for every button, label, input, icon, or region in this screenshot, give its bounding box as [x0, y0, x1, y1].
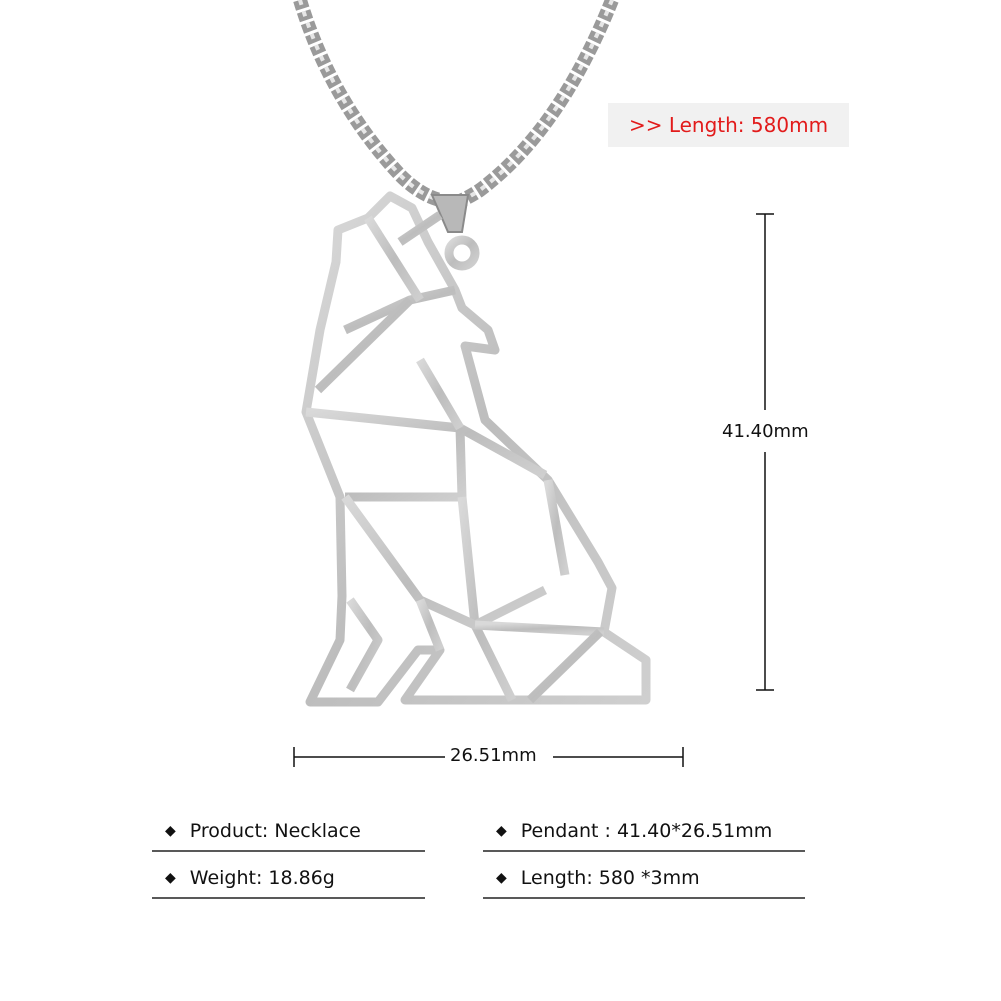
wolf-pendant: [306, 196, 646, 702]
spec-label: Length: 580 *3mm: [520, 867, 700, 889]
height-dimension-line: [756, 214, 774, 690]
diamond-bullet-icon: ◆: [496, 823, 507, 839]
spec-weight: [165, 867, 335, 889]
spec-label: Pendant : 41.40*26.51mm: [520, 820, 773, 842]
diamond-bullet-icon: ◆: [165, 823, 176, 839]
height-dimension-label: 41.40mm: [722, 421, 809, 442]
spec-length: [496, 867, 700, 889]
diamond-bullet-icon: ◆: [496, 870, 507, 886]
length-badge: [608, 103, 849, 147]
width-dimension-label: 26.51mm: [450, 745, 537, 766]
diamond-bullet-icon: ◆: [165, 870, 176, 886]
spec-label: Product: Necklace: [189, 820, 361, 842]
length-badge-text: >> Length: 580mm: [628, 113, 829, 137]
spec-product: [165, 820, 361, 842]
spec-label: Weight: 18.86g: [189, 867, 335, 889]
box-chain: [300, 0, 612, 205]
spec-pendant: [496, 820, 772, 842]
